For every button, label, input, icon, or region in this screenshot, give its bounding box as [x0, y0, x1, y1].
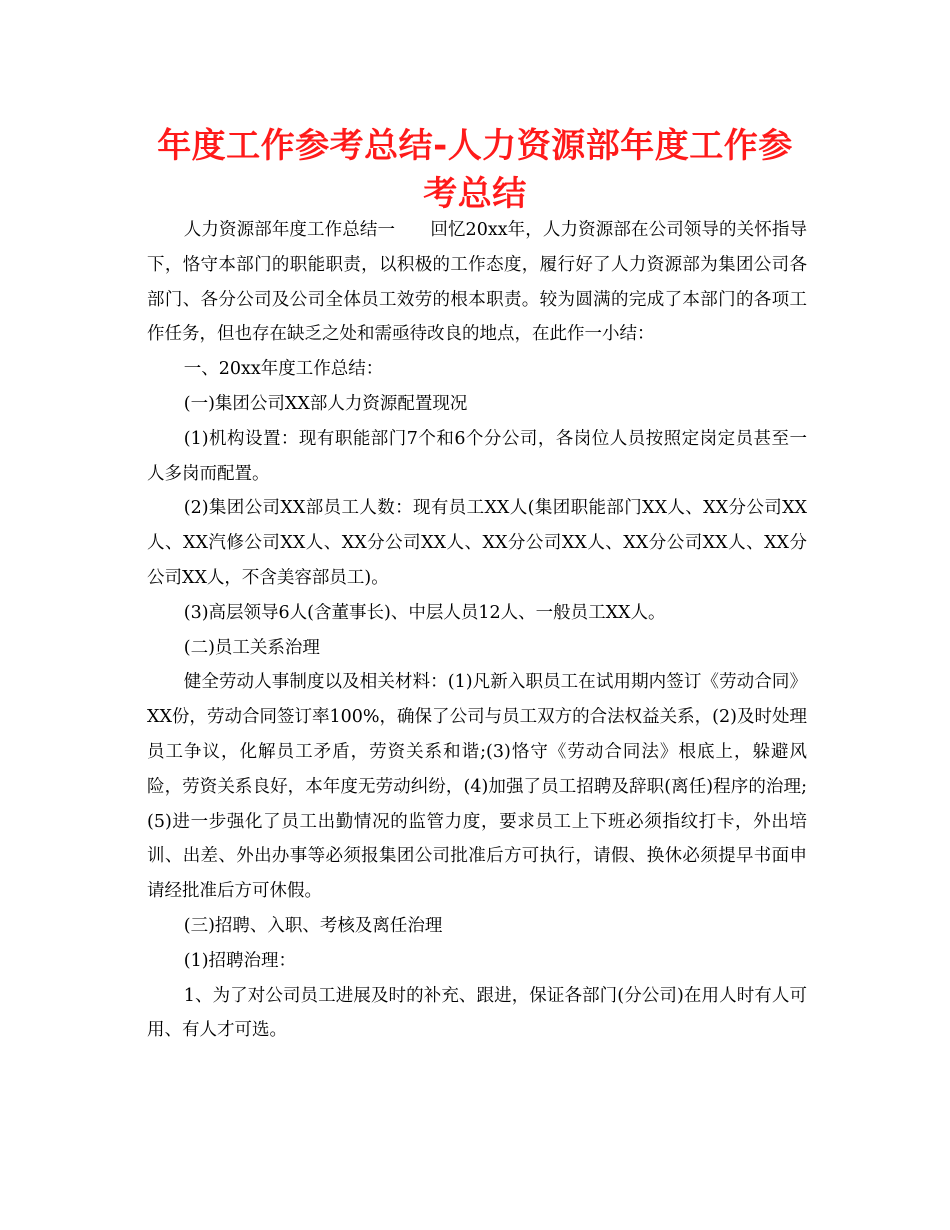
- heading-staffing-status: (一)集团公司XX部人力资源配置现况: [183, 393, 468, 414]
- paragraph-intro: 人力资源部年度工作总结一 回忆20xx年，人力资源部在公司领导的关怀指导下，恪守本部门的职能职责，以积极的工作态度，履行好了人力资源部为集团公司各部门、各分公司及公司全体员工效劳的根本职责。较为圆满的完成了本部门的各项工作任务，但也存在缺乏之处和需亟待改良的地点，在此作一小结：: [147, 220, 807, 345]
- paragraph-staff-levels: (3)高层领导6人(含董事长)、中层人员12人、一般员工XX人。: [183, 602, 666, 623]
- heading-annual-summary: 一、20xx年度工作总结：: [183, 359, 384, 380]
- paragraph-headcount: (2)集团公司XX部员工人数：现有员工XX人(集团职能部门XX人、XX分公司XX人、XX汽修公司XX人、XX分公司XX人、XX分公司XX人、XX分公司XX人、XX分公司XX人，不含美容部员工)。: [147, 498, 807, 588]
- paragraph-labor-system: 健全劳动人事制度以及相关材料：(1)凡新入职员工在试用期内签订《劳动合同》XX份，劳动合同签订率100%，确保了公司与员工双方的合法权益关系，(2)及时处理员工争议，化解员工矛盾，劳资关系和谐;(3)恪守《劳动合同法》根底上，躲避风险，劳资关系良好，本年度无劳动纠纷，(4)加强了员工招聘及辞职(离任)程序的治理;(5)进一步强化了员工出勤情况的监管力度，要求员工上下班必须指纹打卡，外出培训、出差、外出办事等必须报集团公司批准后方可执行，请假、换休必须提早书面申请经批准后方可休假。: [147, 672, 807, 902]
- paragraph-recruitment-item-1: 1、为了对公司员工进展及时的补充、跟进，保证各部门(分公司)在用人时有人可用、有人才可选。: [147, 985, 807, 1041]
- document-title: 年度工作参考总结-人力资源部年度工作参考总结: [157, 126, 793, 214]
- heading-employee-relations: (二)员工关系治理: [183, 637, 320, 658]
- heading-recruitment-management: (1)招聘治理：: [183, 950, 297, 971]
- document-body: [147, 213, 807, 1048]
- paragraph-org-structure: (1)机构设置：现有职能部门7个和6个分公司，各岗位人员按照定岗定员甚至一人多岗而配置。: [147, 428, 807, 484]
- heading-recruitment: (三)招聘、入职、考核及离任治理: [183, 915, 443, 936]
